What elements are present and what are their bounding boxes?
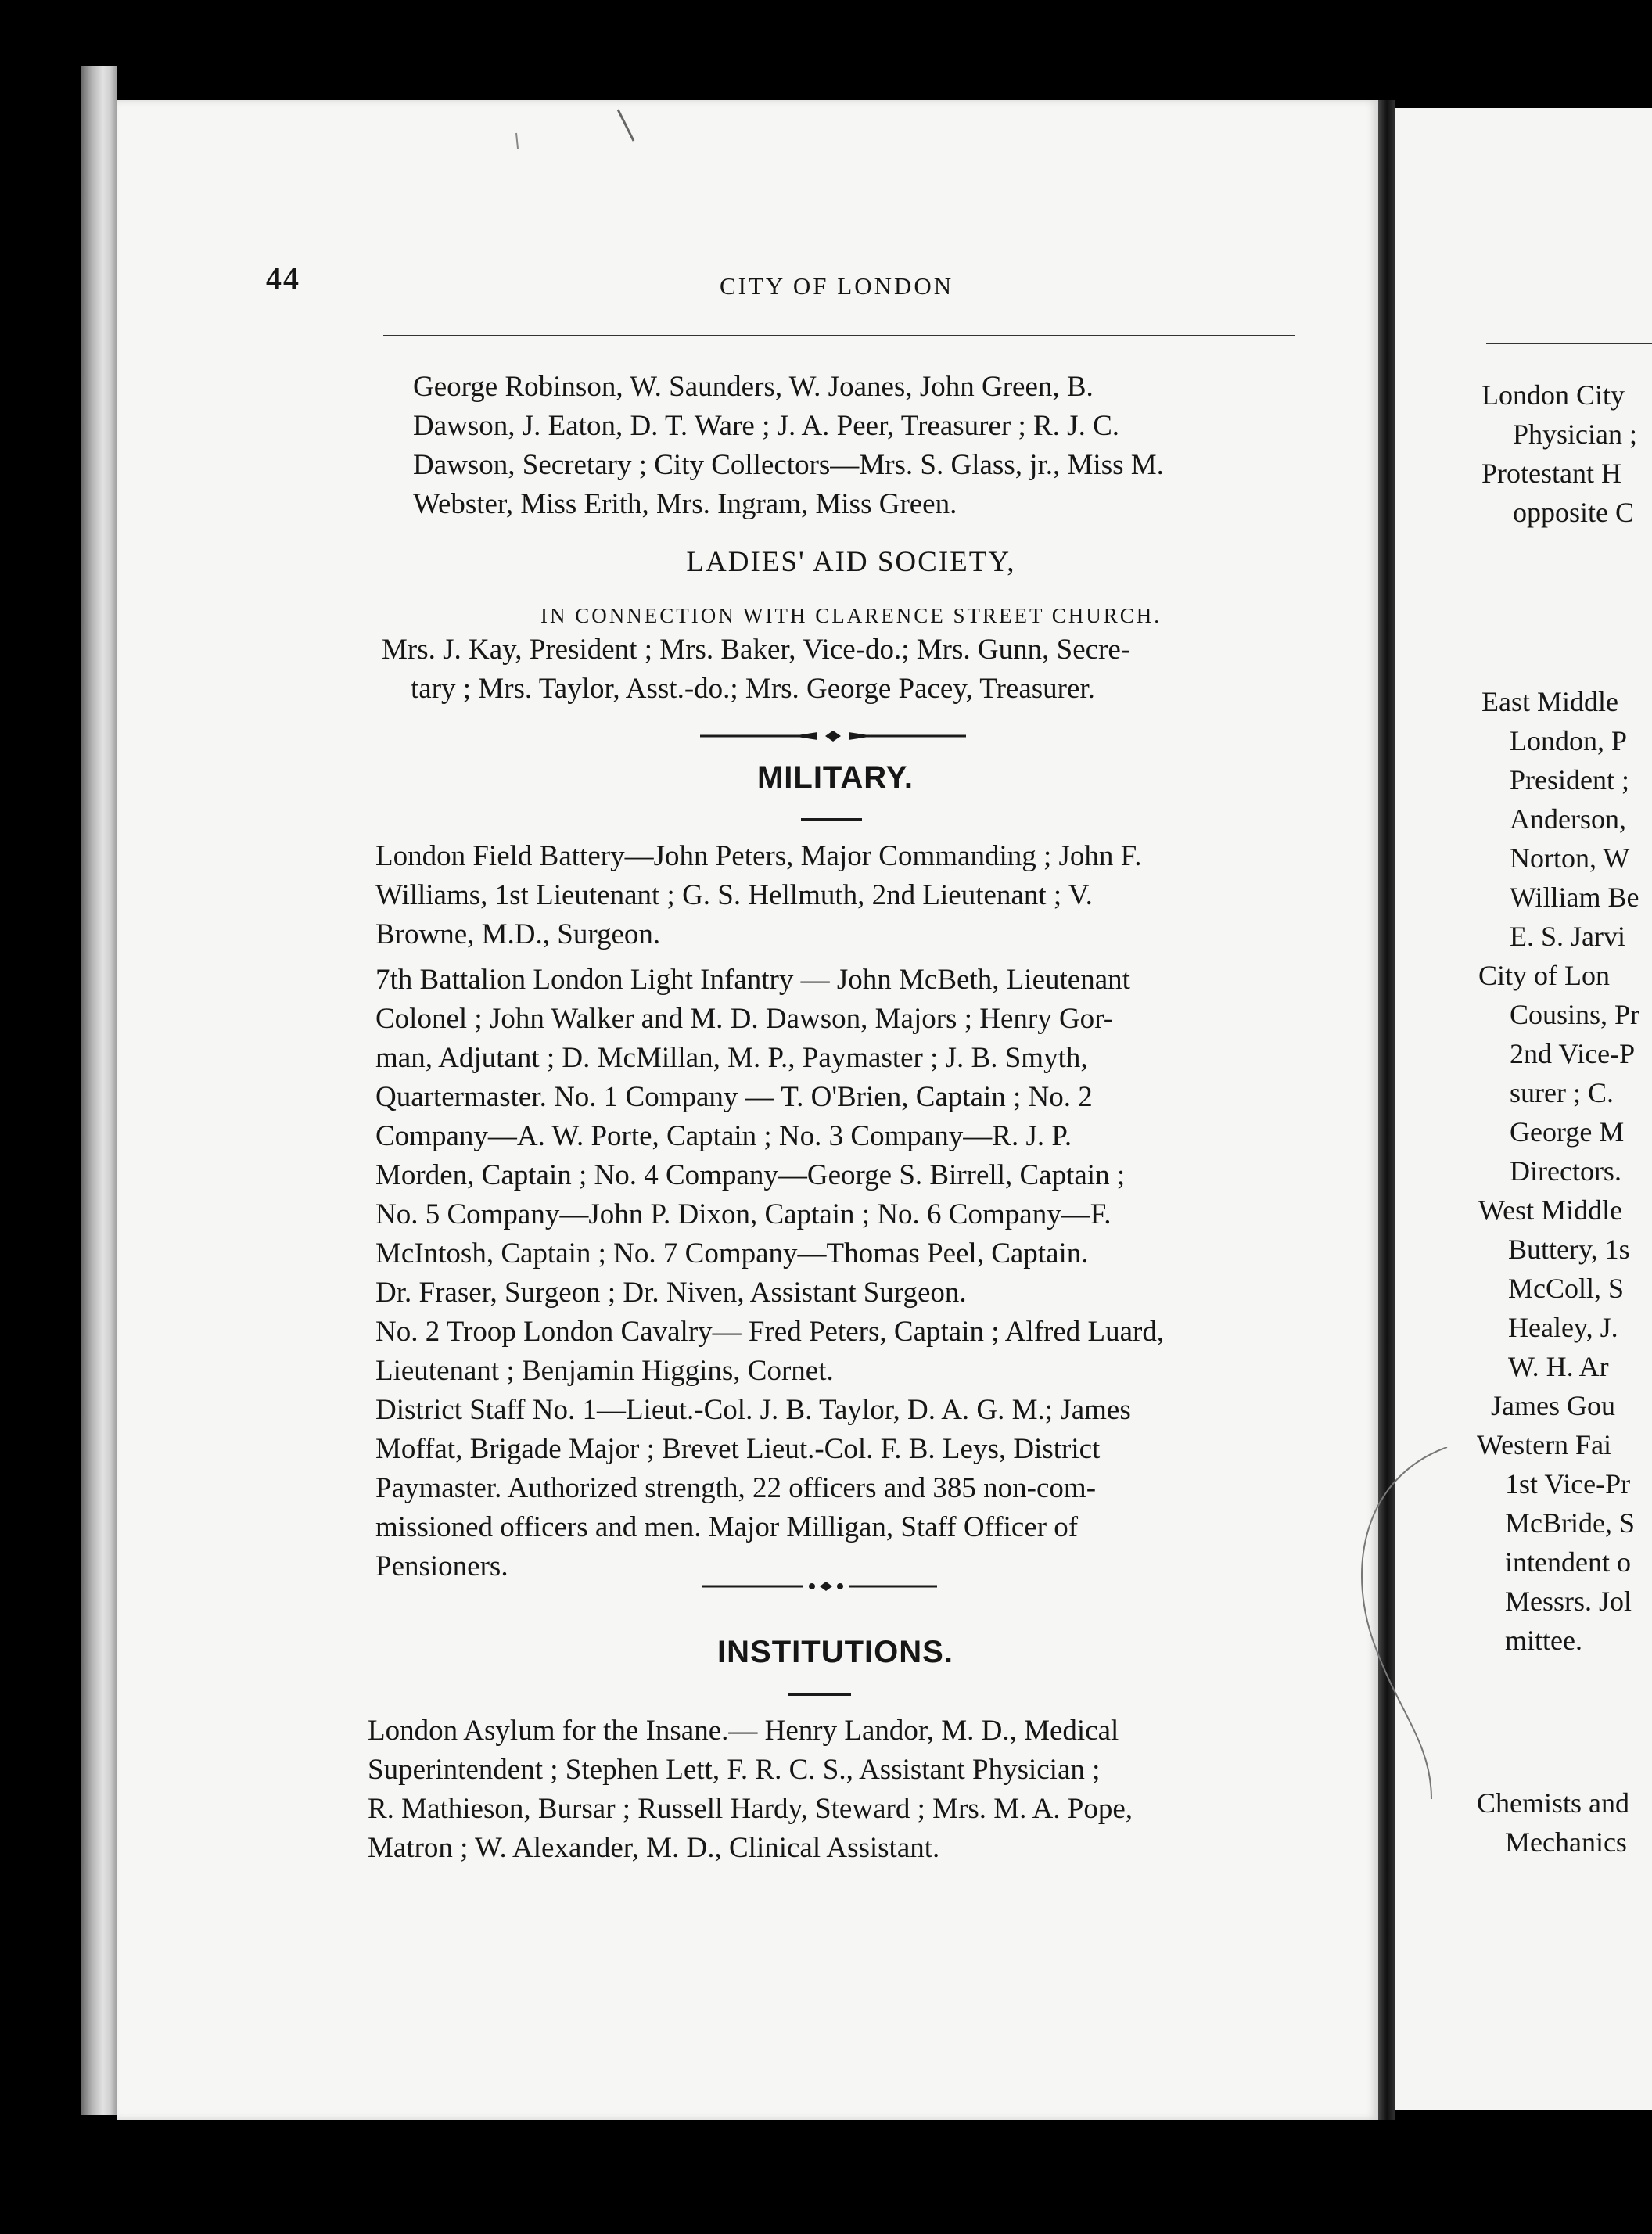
scan-mark-decoration [1314,1447,1455,1916]
text-fragment: Chemists and [1477,1787,1629,1819]
text-fragment: Physician ; [1513,418,1637,450]
text-fragment: Healey, J. [1508,1312,1618,1343]
military-heading: MILITARY. [756,760,914,795]
text-line: McIntosh, Captain ; No. 7 Company—Thomas Peel, Captain. [375,1237,1089,1270]
text-fragment: McBride, S [1505,1507,1635,1539]
text-fragment: East Middle [1481,686,1618,717]
text-line: George Robinson, W. Saunders, W. Joanes, John Green, B. [413,371,1094,403]
text-line: Morden, Captain ; No. 4 Company—George S. Birrell, Captain ; [375,1159,1126,1191]
text-line: Dawson, J. Eaton, D. T. Ware ; J. A. Peer, Treasurer ; R. J. C. [413,410,1119,442]
header-rule [383,335,1295,336]
text-line: Dawson, Secretary ; City Collectors—Mrs. S. Glass, jr., Miss M. [413,449,1164,481]
text-fragment: London City [1481,379,1625,411]
opening-paragraph [413,368,1289,524]
text-line: Mrs. J. Kay, President ; Mrs. Baker, Vice-do.; Mrs. Gunn, Secre- [382,634,1131,666]
section-divider-ornament [700,727,966,745]
text-fragment: Directors. [1510,1155,1621,1187]
scan-mark-decoration [469,102,657,164]
text-fragment: opposite C [1513,497,1635,528]
society-subheading: IN CONNECTION WITH CLARENCE STREET CHURCH. [540,604,1162,627]
text-line: London Asylum for the Insane.— Henry Landor, M. D., Medical [368,1715,1119,1747]
text-fragment: London, P [1510,725,1628,756]
running-title: CITY OF LONDON [720,272,954,300]
text-fragment: Western Fai [1477,1429,1612,1460]
text-fragment: West Middle [1478,1194,1623,1226]
right-page-header-rule [1486,343,1652,344]
military-entry [375,961,1289,1313]
text-fragment: Anderson, [1510,803,1626,835]
text-line: 7th Battalion London Light Infantry — John McBeth, Lieutenant [375,964,1130,996]
text-line: R. Mathieson, Bursar ; Russell Hardy, Steward ; Mrs. M. A. Pope, [368,1793,1133,1825]
text-line: No. 5 Company—John P. Dixon, Captain ; No. 6 Company—F. [375,1198,1112,1230]
text-line: missioned officers and men. Major Milligan, Staff Officer of [375,1511,1079,1543]
text-line: tary ; Mrs. Taylor, Asst.-do.; Mrs. George Pacey, Treasurer. [411,673,1095,705]
military-entry [375,1391,1289,1586]
text-fragment: Cousins, Pr [1510,999,1640,1030]
text-line: Paymaster. Authorized strength, 22 officers and 385 non-com- [375,1472,1097,1504]
text-line: Matron ; W. Alexander, M. D., Clinical Assistant. [368,1832,940,1864]
text-fragment: Norton, W [1510,842,1630,874]
text-fragment: McColl, S [1508,1273,1625,1304]
text-line: Company—A. W. Porte, Captain ; No. 3 Company—R. J. P. [375,1120,1072,1152]
text-line: District Staff No. 1—Lieut.-Col. J. B. Taylor, D. A. G. M.; James [375,1394,1131,1426]
text-line: Browne, M.D., Surgeon. [375,918,661,950]
text-fragment: William Be [1510,882,1639,913]
text-fragment: James Gou [1491,1390,1615,1421]
short-rule [801,818,862,821]
text-line: Williams, 1st Lieutenant ; G. S. Hellmuth, 2nd Lieutenant ; V. [375,879,1093,911]
institutions-list [368,1711,1275,1868]
text-line: Lieutenant ; Benjamin Higgins, Cornet. [375,1355,834,1387]
page-number: 44 [266,260,300,296]
text-fragment: President ; [1510,764,1629,796]
text-fragment: surer ; C. [1510,1077,1614,1108]
text-fragment: mittee. [1505,1625,1582,1656]
military-list [375,837,1289,1586]
text-fragment: Buttery, 1s [1508,1234,1630,1265]
military-entry [375,837,1289,954]
text-line: London Field Battery—John Peters, Major Commanding ; John F. [375,840,1142,872]
text-line: Dr. Fraser, Surgeon ; Dr. Niven, Assistant Surgeon. [375,1277,967,1309]
text-line: Quartermaster. No. 1 Company — T. O'Brien, Captain ; No. 2 [375,1081,1093,1113]
text-fragment: E. S. Jarvi [1510,921,1625,952]
institution-entry [368,1711,1275,1868]
text-line: Pensioners. [375,1550,508,1582]
text-fragment: 1st Vice-Pr [1505,1468,1631,1500]
society-heading: LADIES' AID SOCIETY, [686,546,1016,578]
text-fragment: Messrs. Jol [1505,1586,1632,1617]
book-spine-edge [81,66,117,2115]
society-officers [382,630,1289,709]
text-line: man, Adjutant ; D. McMillan, M. P., Paymaster ; J. B. Smyth, [375,1042,1088,1074]
section-divider-ornament [702,1579,937,1594]
text-fragment: City of Lon [1478,960,1610,991]
institutions-heading: INSTITUTIONS. [717,1635,953,1669]
text-line: Webster, Miss Erith, Mrs. Ingram, Miss Green. [413,488,957,520]
text-fragment: Mechanics [1505,1826,1627,1858]
text-fragment: intendent o [1505,1546,1631,1578]
text-fragment: George M [1510,1116,1625,1148]
text-line: Colonel ; John Walker and M. D. Dawson, Majors ; Henry Gor- [375,1003,1114,1035]
text-fragment: Protestant H [1481,458,1621,489]
text-line: Moffat, Brigade Major ; Brevet Lieut.-Col. F. B. Leys, District [375,1433,1101,1465]
text-fragment: 2nd Vice-P [1510,1038,1636,1069]
military-entry [375,1313,1289,1391]
text-fragment: W. H. Ar [1508,1351,1609,1382]
text-line: No. 2 Troop London Cavalry— Fred Peters, Captain ; Alfred Luard, [375,1316,1165,1348]
short-rule [788,1693,851,1696]
text-line: Superintendent ; Stephen Lett, F. R. C. S., Assistant Physician ; [368,1754,1101,1786]
